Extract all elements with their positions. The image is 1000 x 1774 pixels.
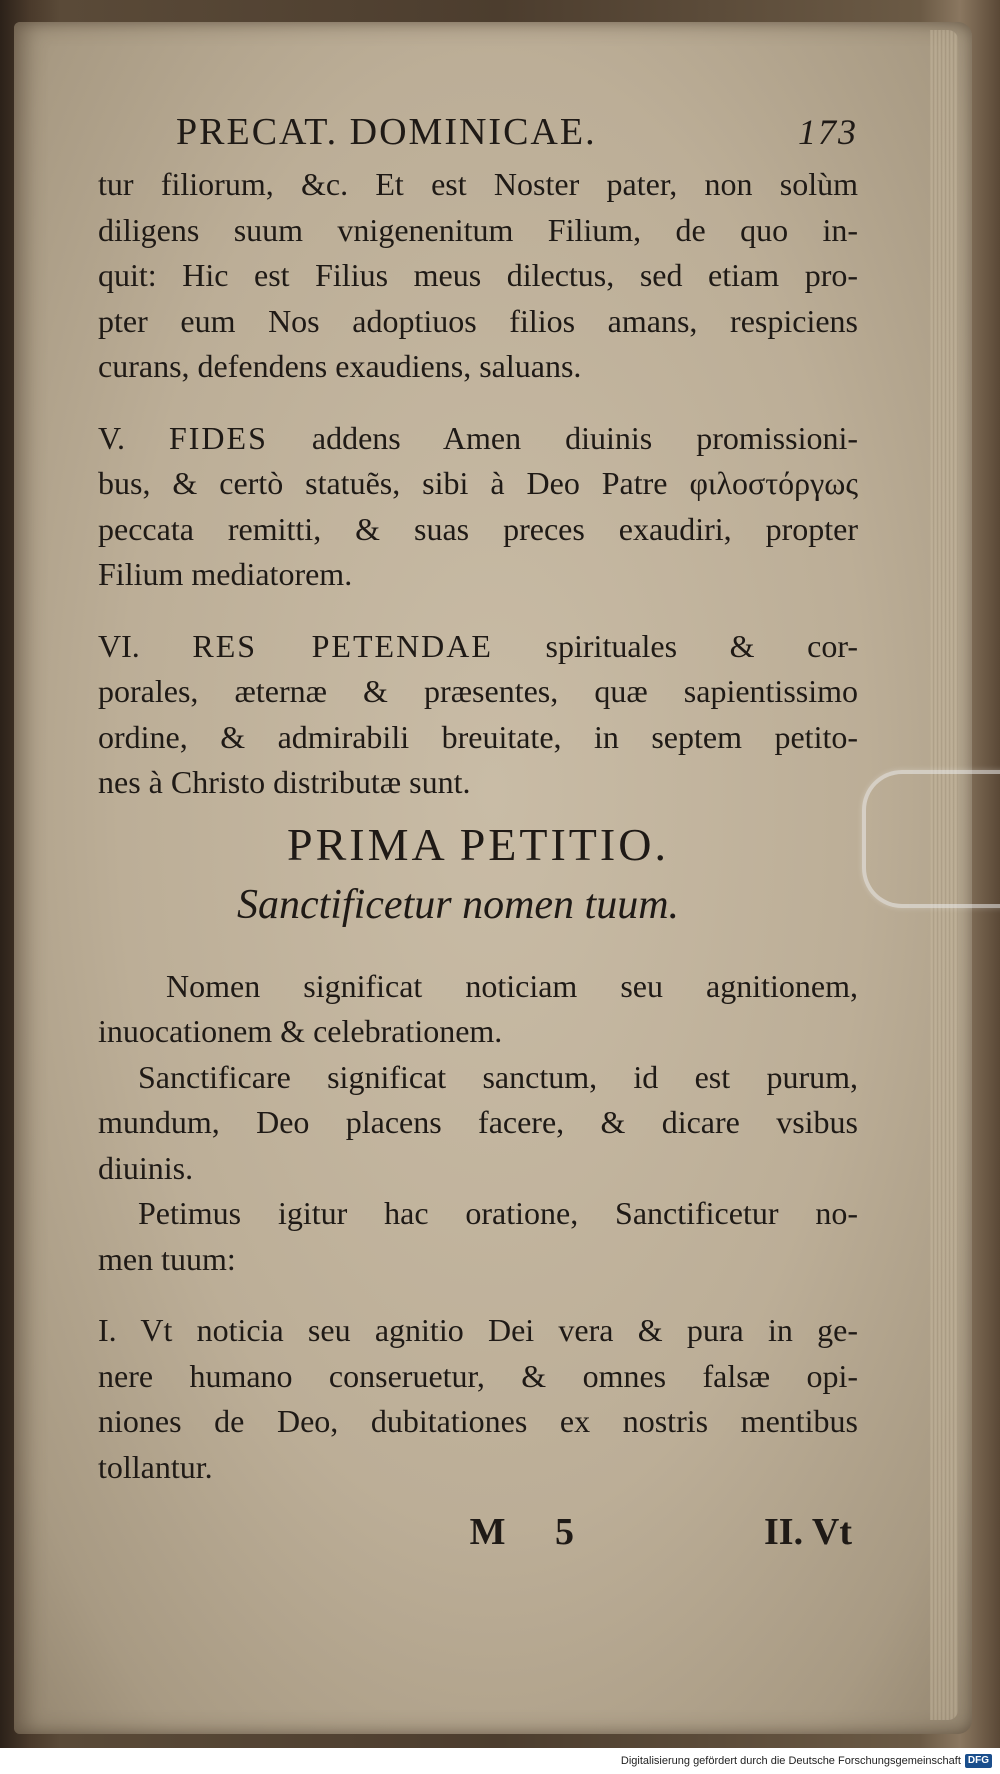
text-line	[98, 416, 858, 462]
text-line: Filium mediatorem.	[98, 556, 353, 592]
page-footer	[98, 1510, 858, 1560]
text-line: quit: Hic est Filius meus dilectus, sed etiam pro-	[98, 257, 858, 293]
text-span: addens Amen diuinis promissioni-	[311, 419, 859, 456]
text-line: pter eum Nos adoptiuos filios amans, respiciens	[98, 302, 858, 339]
section-keyword: RES PETENDAE	[192, 627, 493, 664]
paragraph-2	[98, 416, 858, 598]
text-line: porales, æternæ & præsentes, quæ sapientissimo	[98, 673, 858, 709]
running-header	[176, 110, 858, 162]
text-line: nere humano conseruetur, & omnes falsæ opi-	[98, 1357, 858, 1394]
text-line: nes à Christo distributæ sunt.	[98, 764, 471, 800]
section-keyword: FIDES	[168, 419, 268, 456]
text-line	[98, 1308, 858, 1354]
credit-text: Digitalisierung gefördert durch die Deutsche Forschungsgemeinschaft	[620, 1755, 961, 1767]
catchword: II. Vt	[764, 1511, 852, 1553]
section-numeral: VI.	[98, 627, 140, 664]
text-line: ordine, & admirabili breuitate, in septem petito-	[98, 718, 858, 755]
paragraph-1	[98, 162, 858, 390]
text-line: men tuum:	[98, 1240, 236, 1277]
section-numeral: I.	[98, 1312, 117, 1348]
running-title: PRECAT. DOMINICAE.	[176, 111, 597, 153]
text-line: bus, & certò statuẽs, sibi à Deo Patre φιλοστόργως	[98, 465, 858, 501]
text-line	[98, 624, 858, 670]
text-line: diligens suum vnigenenitum Filium, de quo in-	[98, 211, 858, 248]
paragraph-4	[98, 964, 858, 1055]
text-line: inuocationem & celebrationem.	[98, 1013, 503, 1049]
text-line: diuinis.	[98, 1149, 194, 1186]
paragraph-5	[98, 1055, 858, 1192]
paragraph-6	[98, 1191, 858, 1282]
section-numeral: V.	[98, 419, 125, 456]
text-span: spirituales & cor-	[545, 627, 859, 664]
section-heading: PRIMA PETITIO.	[287, 818, 669, 870]
text-line: Nomen significat noticiam seu agnitionem,	[166, 967, 858, 1004]
paragraph-7	[98, 1308, 858, 1490]
text-line: tollantur.	[98, 1448, 213, 1485]
section-subheading: Sanctificetur nomen tuum.	[236, 881, 680, 928]
text-line: niones de Deo, dubitationes ex nostris mentibus	[98, 1403, 858, 1439]
plastic-clip	[862, 770, 1000, 908]
dfg-logo: DFG	[965, 1754, 992, 1768]
text-line: curans, defendens exaudiens, saluans.	[98, 348, 582, 384]
digitization-credit	[0, 1748, 1000, 1774]
page-number: 173	[798, 112, 858, 152]
page-text	[98, 110, 858, 1560]
text-span: Vt noticia seu agnitio Dei vera & pura in ge-	[140, 1312, 859, 1348]
text-line: Petimus igitur hac oratione, Sanctificetur no-	[138, 1195, 858, 1231]
text-line: tur filiorum, &c. Et est Noster pater, non solùm	[98, 166, 858, 202]
text-line: peccata remitti, & suas preces exaudiri, propter	[98, 510, 858, 547]
text-line: Sanctificare significat sanctum, id est purum,	[138, 1058, 858, 1095]
signature-mark: M 5	[469, 1511, 594, 1553]
paragraph-3	[98, 624, 858, 806]
text-line: mundum, Deo placens facere, & dicare vsibus	[98, 1104, 858, 1140]
